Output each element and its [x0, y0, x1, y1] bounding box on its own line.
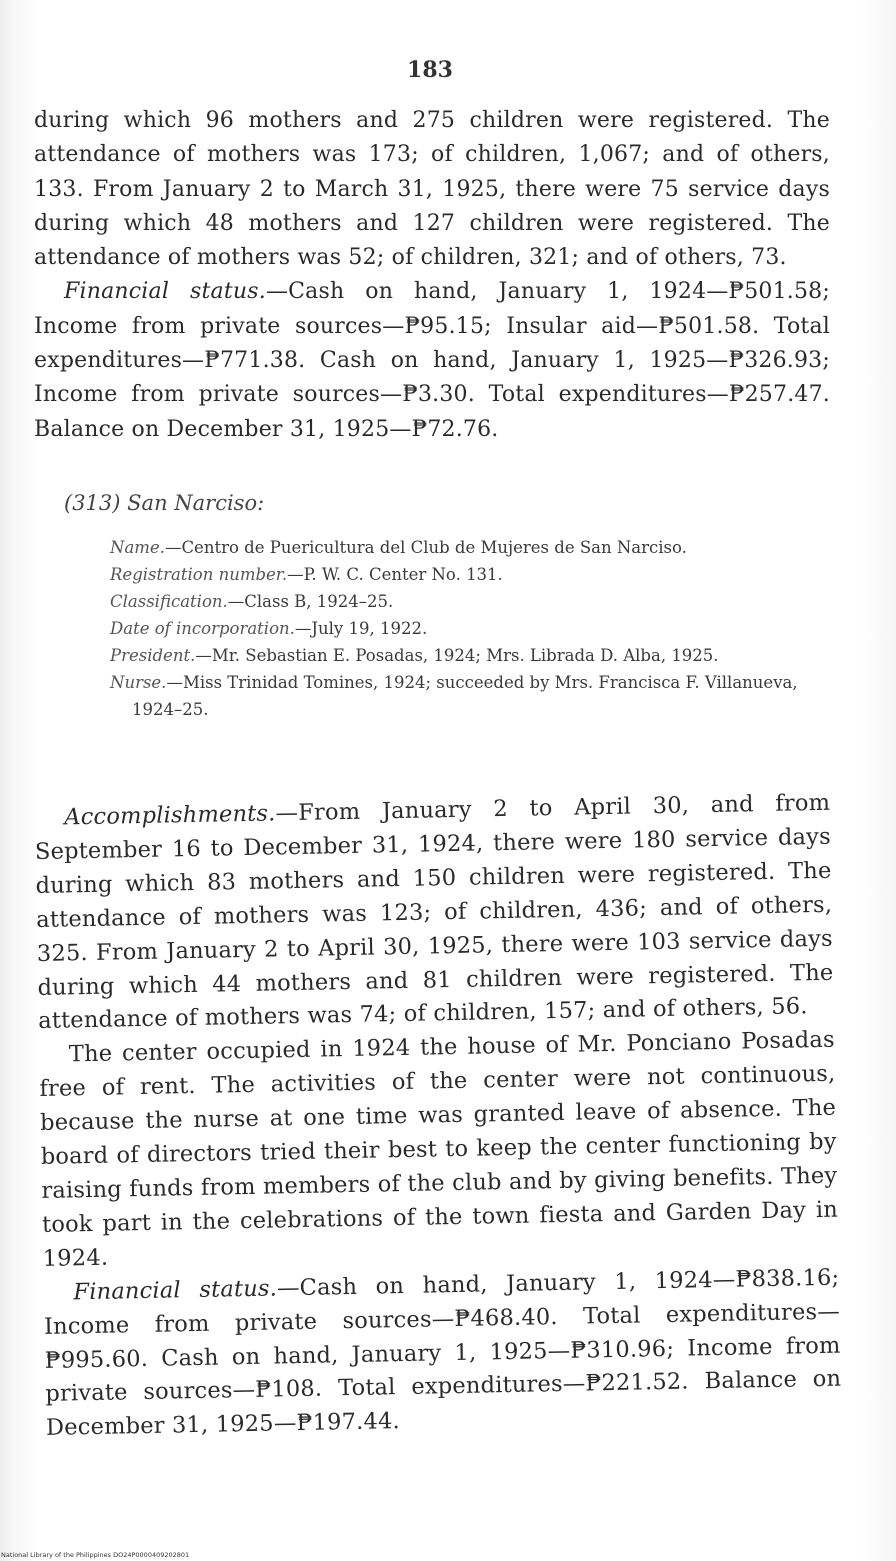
continuation-text-block: [34, 104, 830, 447]
detail-text: —P. W. C. Center No. 131.: [287, 565, 503, 584]
detail-label: President.: [110, 646, 196, 665]
center-details-list: [110, 534, 828, 723]
financial-status-paragraph: [34, 275, 830, 446]
detail-label: Nurse.: [110, 673, 167, 692]
financial-status-text: —Cash on hand, January 1, 1924—₱501.58; Income from private sources—₱95.15; Insular aid—₱501.58. Total expenditures—₱771.38. Cash on hand, January 1, 1925—₱326.93; Income from private sources—₱3.30. Total expenditures—₱257.47. Balance on December 31, 1925—₱72.76.: [34, 279, 830, 442]
detail-entry-nurse: [110, 669, 828, 723]
detail-entry-classification: [110, 588, 828, 615]
section-title: San Narciso:: [127, 491, 265, 515]
detail-label: Name.: [110, 538, 165, 557]
financial-status-label: Financial status.: [64, 279, 266, 305]
financial-status-label-2: Financial status.: [73, 1275, 278, 1306]
detail-label: Registration number.: [110, 565, 288, 584]
accomplishments-text: —From January 2 to April 30, and from September 16 to December 31, 1924, there were 180 service days during which 83 mothers and 150 children were registered. The attendance of mothers was 123; of children, 436; and of others, 325. From January 2 to April 30, 1925, there were 103 service days during which 44 mothers and 81 children were registered. The attendance of mothers was 74; of children, 157; and of others, 56.: [34, 789, 834, 1035]
financial-status-paragraph-2: [43, 1261, 842, 1446]
section-heading: [64, 491, 264, 515]
detail-entry-name: [110, 534, 828, 561]
detail-text: —Class B, 1924–25.: [227, 592, 394, 611]
detail-text: —Miss Trinidad Tomines, 1924; succeeded by Mrs. Francisca F. Villanueva, 1924–25.: [132, 673, 798, 719]
detail-entry-registration: [110, 561, 828, 588]
detail-text: —July 19, 1922.: [294, 619, 428, 638]
center-activities-paragraph: The center occupied in 1924 the house of Mr. Ponciano Posadas free of rent. The activities of the center were not continuous, because the nurse at one time was granted leave of absence. The board of directors tried their best to keep the center functioning by raising funds from members of the club and by giving benefits. They took part in the celebrations of the town fiesta and Garden Day in 1924.: [39, 1027, 839, 1272]
section-number: (313): [64, 491, 121, 515]
detail-entry-incorporation: [110, 615, 828, 642]
accomplishments-label: Accomplishments.: [64, 800, 276, 831]
detail-label: Classification.: [110, 592, 228, 611]
accomplishments-paragraph: [34, 787, 834, 1040]
accomplishments-text-block: [34, 787, 842, 1446]
detail-entry-president: [110, 642, 828, 669]
detail-text: —Centro de Puericultura del Club de Mujeres de San Narciso.: [164, 538, 687, 557]
detail-text: —Mr. Sebastian E. Posadas, 1924; Mrs. Librada D. Alba, 1925.: [195, 646, 719, 665]
financial-status-text-2: —Cash on hand, January 1, 1924—₱838.16; Income from private sources—₱468.40. Total expenditures—₱995.60. Cash on hand, January 1, 1925—₱310.96; Income from private sources—₱108. Total expenditures—₱221.52. Balance on December 31, 1925—₱197.44.: [43, 1264, 842, 1442]
scan-footer-watermark: National Library of the Philippines DO24P0000409202801: [1, 1551, 190, 1559]
attendance-paragraph: during which 96 mothers and 275 children were registered. The attendance of mothers was 173; of children, 1,067; and of others, 133. From January 2 to March 31, 1925, there were 75 service days during which 48 mothers and 127 children were registered. The attendance of mothers was 52; of children, 321; and of others, 73.: [34, 108, 830, 271]
detail-label: Date of incorporation.: [110, 619, 295, 638]
page-number: 183: [407, 57, 453, 83]
